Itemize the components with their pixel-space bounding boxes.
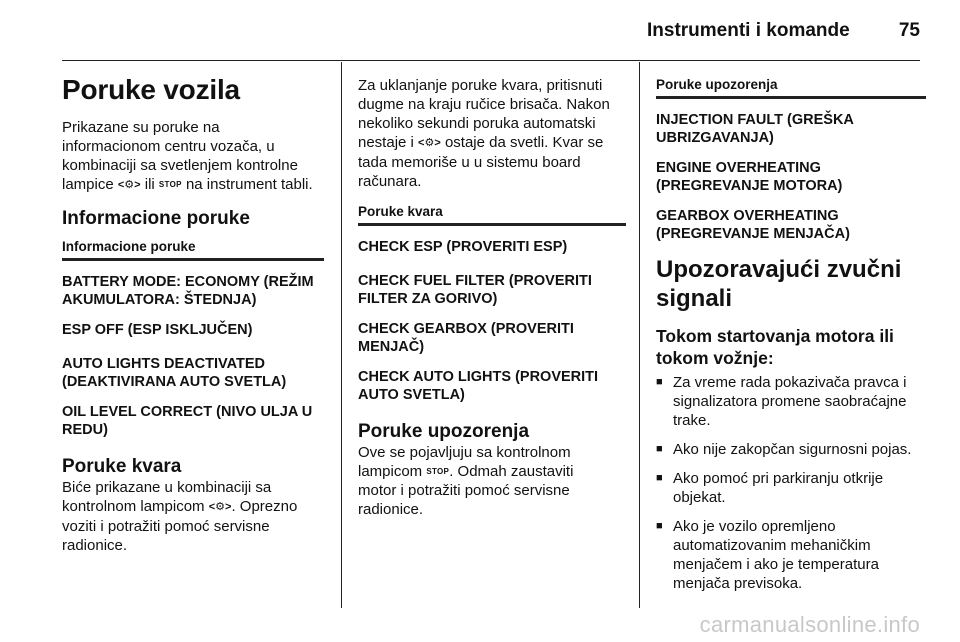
message-item: GEARBOX OVERHEATING (PREGREVANJE MENJAČA) <box>656 208 850 242</box>
sound-signals-heading: Upozoravajući zvučni signali <box>656 256 902 312</box>
column-2 <box>358 76 626 531</box>
page-header <box>62 0 920 61</box>
message-item: CHECK GEARBOX (PROVERITI MENJAČ) <box>358 321 574 355</box>
warning-paragraph: Ove se pojavljuju sa kontrolnom lampicom STOP. Odmah zaustaviti motor i potražiti pomoć servisne radionice. <box>358 444 574 518</box>
service-icon: <⚙> <box>117 179 141 191</box>
list-item: ■ Ako je vozilo opremljeno automatizovanim mehaničkim menjačem i ako je temperatura menjača previsoka. <box>656 518 879 592</box>
message-item: CHECK ESP (PROVERITI ESP) <box>358 239 568 255</box>
message-item: ENGINE OVERHEATING (PREGREVANJE MOTORA) <box>656 160 843 194</box>
sound-signals-list <box>656 373 926 593</box>
page-number: 75 <box>898 20 920 41</box>
info-heading: Informacione poruke <box>62 208 250 229</box>
list-item: ■ Ako nije zakopčan sigurnosni pojas. <box>656 441 912 458</box>
page-heading: Poruke vozila <box>62 74 240 105</box>
list-item: ■ Ako pomoć pri parkiranju otkrije objekat. <box>656 470 884 506</box>
fault-section-label: Poruke kvara <box>358 203 626 226</box>
column-3 <box>656 76 926 603</box>
message-item: CHECK FUEL FILTER (PROVERITI FILTER ZA GORIVO) <box>358 273 592 307</box>
warning-heading: Poruke upozorenja <box>358 421 530 442</box>
watermark: carmanualsonline.info <box>699 612 920 637</box>
intro-paragraph: Prikazane su poruke na informacionom centru vozača, u kombinaciji sa svetlenjem kontrolne lampice <⚙> ili STOP na instrument tabli. <box>62 119 313 193</box>
fault-heading: Poruke kvara <box>62 456 182 477</box>
warning-section-label: Poruke upozorenja <box>656 76 926 99</box>
message-item: CHECK AUTO LIGHTS (PROVERITI AUTO SVETLA) <box>358 369 599 403</box>
message-item: ESP OFF (ESP ISKLJUČEN) <box>62 322 253 338</box>
column-1 <box>62 68 324 567</box>
service-icon: <⚙> <box>418 137 441 149</box>
fault-paragraph: Biće prikazane u kombinaciji sa kontrolnom lampicom <⚙>. Oprezno voziti i potražiti pomoć servisne radionice. <box>62 479 298 554</box>
bullet-icon: ■ <box>656 376 663 388</box>
list-item: ■ Za vreme rada pokazivača pravca i signalizatora promene saobraćajne trake. <box>656 374 907 429</box>
bullet-icon: ■ <box>656 472 663 484</box>
stop-icon: STOP <box>426 467 450 476</box>
stop-icon: STOP <box>158 180 182 189</box>
bullet-icon: ■ <box>656 520 663 532</box>
clear-fault-paragraph: Za uklanjanje poruke kvara, pritisnuti dugme na kraju ručice brisača. Nakon nekoliko sekundi poruka automatski nestaje i <⚙> ostaje da svetli. Kvar se tada memoriše u u sistemu board računara. <box>358 77 610 190</box>
sound-signals-subheading: Tokom startovanja motora ili tokom vožnje: <box>656 326 894 368</box>
message-item: OIL LEVEL CORRECT (NIVO ULJA U REDU) <box>62 404 313 438</box>
bullet-icon: ■ <box>656 443 663 455</box>
column-divider <box>341 62 342 608</box>
service-icon: <⚙> <box>208 501 232 513</box>
message-item: INJECTION FAULT (GREŠKA UBRIZGAVANJA) <box>656 112 854 146</box>
message-item: AUTO LIGHTS DEACTIVATED (DEAKTIVIRANA AUTO SVETLA) <box>62 356 287 390</box>
message-item: BATTERY MODE: ECONOMY (REŽIM AKUMULATORA: ŠTEDNJA) <box>62 274 314 308</box>
column-divider <box>639 62 640 608</box>
info-section-label: Informacione poruke <box>62 238 324 261</box>
chapter-title: Instrumenti i komande <box>647 20 850 41</box>
